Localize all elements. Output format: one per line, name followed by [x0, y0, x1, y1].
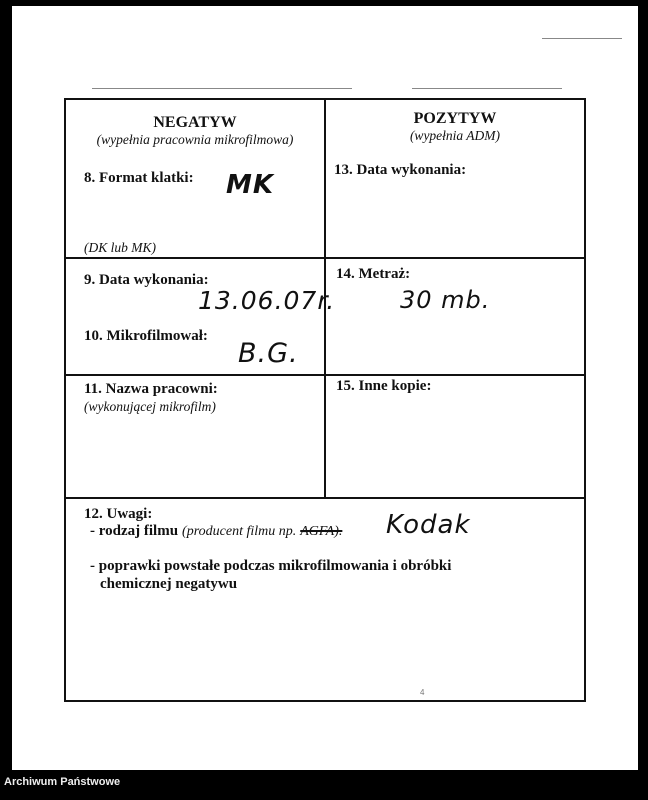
mikrofilmowal-label: 10. Mikrofilmował:	[84, 328, 208, 344]
metraz-label: 14. Metraż:	[336, 266, 411, 282]
rodzaj-filmu-row	[90, 522, 342, 540]
uwagi-label: 12. Uwagi:	[84, 506, 153, 522]
row-divider	[66, 497, 584, 499]
mikrofilmowal-value[interactable]: B.G.	[238, 338, 299, 369]
negatyw-subtitle: (wypełnia pracownia mikrofilmowa)	[96, 132, 294, 147]
rodzaj-filmu-struck: AGFA).	[300, 524, 343, 539]
negatyw-title: NEGATYW	[153, 114, 237, 131]
row-divider	[66, 257, 584, 259]
format-value[interactable]: MK	[226, 170, 275, 200]
inne-kopie-label: 15. Inne kopie:	[336, 378, 432, 394]
format-label: 8. Format klatki:	[84, 170, 194, 186]
scan-artifact-line	[542, 38, 622, 39]
poprawki-line1: - poprawki powstałe podczas mikrofilmowania i obróbki	[90, 558, 452, 574]
document-page	[12, 6, 638, 770]
nazwa-pracowni-hint: (wykonującej mikrofilm)	[84, 399, 216, 414]
poprawki-line2: chemicznej negatywu	[100, 576, 238, 592]
page-marker: 4	[420, 688, 425, 697]
scan-artifact-line	[412, 88, 562, 89]
pozytyw-subtitle: (wypełnia ADM)	[409, 128, 501, 143]
row-divider	[66, 374, 584, 376]
nazwa-pracowni-label: 11. Nazwa pracowni:	[84, 381, 218, 397]
microfilm-form	[64, 98, 586, 702]
format-hint: (DK lub MK)	[84, 240, 156, 255]
data-wykonania-label: 9. Data wykonania:	[84, 272, 209, 288]
rodzaj-filmu-value[interactable]: Kodak	[386, 510, 471, 540]
data-wykonania-value[interactable]: 13.06.07r.	[198, 286, 336, 315]
pozytyw-title: POZYTYW	[413, 110, 497, 127]
rodzaj-filmu-hint: (producent filmu np.	[182, 524, 297, 539]
pozytyw-data-label: 13. Data wykonania:	[334, 162, 467, 178]
metraz-value[interactable]: 30 mb.	[400, 286, 491, 314]
scan-artifact-line	[92, 88, 352, 89]
rodzaj-filmu-label: - rodzaj filmu	[90, 523, 179, 539]
archive-footer-label: Archiwum Państwowe	[4, 776, 121, 788]
